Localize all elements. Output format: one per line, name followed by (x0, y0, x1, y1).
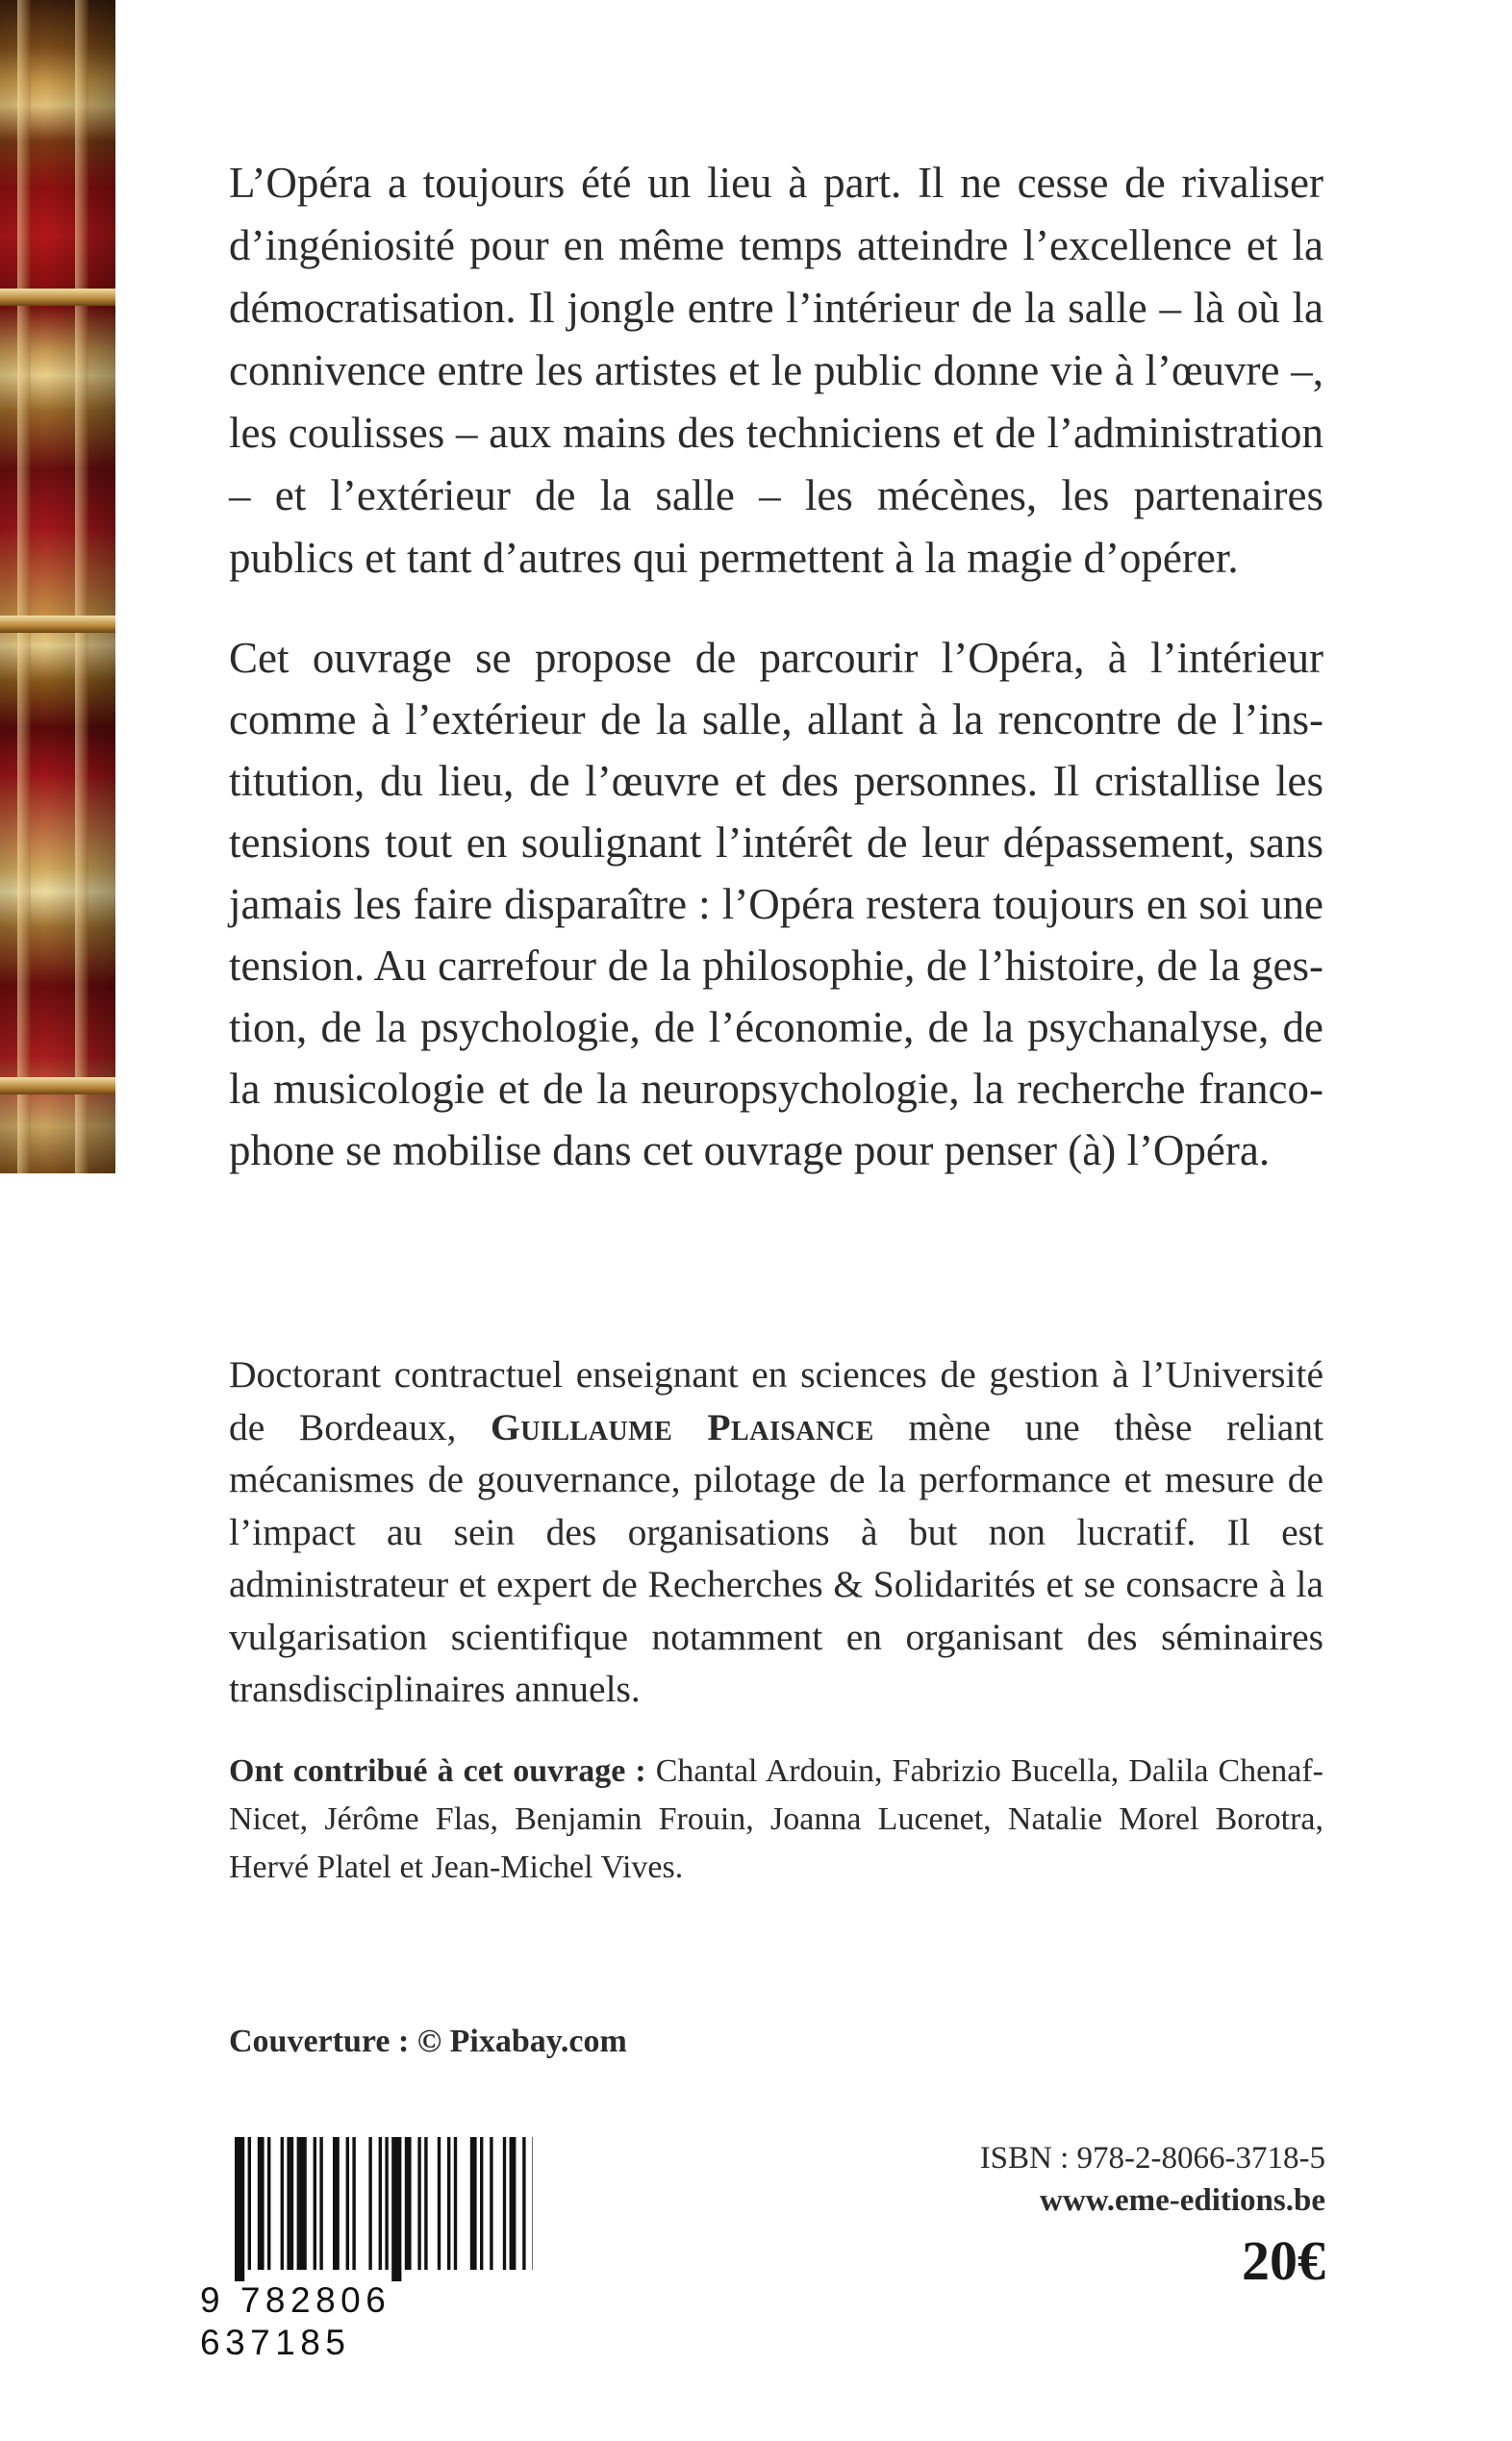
photo-column (75, 0, 88, 1173)
barcode-bars (200, 2137, 533, 2281)
barcode-bar (454, 2137, 457, 2270)
barcode-bar (297, 2137, 307, 2270)
barcode-bar (258, 2137, 265, 2270)
barcode-bar (438, 2137, 441, 2270)
balcony-rail (0, 616, 115, 633)
barcode-bar (417, 2137, 420, 2270)
barcode-bar (319, 2137, 322, 2270)
contributors-label: Ont contribué à cet ouvrage : (229, 1753, 646, 1789)
publisher-info (980, 2137, 1325, 2293)
barcode-bar (368, 2137, 371, 2270)
barcode-bar (480, 2137, 483, 2270)
price: 20€ (1242, 2229, 1325, 2292)
contributors-names: Chantal Ardouin, Fabrizio Bucella, Dalila Chenaf-Nicet, Jérôme Flas, Benjamin Frouin, Joanna Lucenet, Natalie Morel Borotra, Hervé Platel et Jean-Michel Vives. (229, 1753, 1323, 1885)
author-name: Guillaume Plaisance (491, 1405, 874, 1448)
barcode-bar (532, 2137, 533, 2270)
barcode-digits: 9 782806 637185 (200, 2280, 391, 2362)
barcode-bar (314, 2137, 316, 2270)
website-link[interactable]: www.eme-editions.be (1040, 2183, 1325, 2218)
author-bio-rest: mène une thèse reliant mécanismes de gouvernance, pilotage de la performance et mesure de l’impact au sein des organisations à but non lucratif. Il est administrateur et expert de Recherches & Solidarités et se consacre à la vulgarisation scientifique notamment en organisant des séminaires transdisciplinaires annuels. (229, 1405, 1323, 1710)
barcode-bar (267, 2137, 270, 2270)
cover-credit: Couverture : © Pixabay.com (229, 2024, 627, 2059)
barcode-bar (522, 2137, 525, 2270)
barcode-bar (352, 2137, 355, 2270)
barcode-bar (346, 2137, 349, 2270)
contributors (229, 1748, 1323, 1892)
balcony-rail (0, 1077, 115, 1095)
barcode-bar (424, 2137, 427, 2270)
barcode-bar (510, 2137, 517, 2270)
author-bio-intro: Doctorant contractuel enseignant en sciences de gestion à l’Université de Bordeaux, (229, 1353, 1323, 1448)
balcony-rail (0, 289, 115, 306)
isbn: ISBN : 978-2-8066-3718-5 (979, 2141, 1325, 2176)
barcode-bar (391, 2137, 401, 2281)
barcode-bar (385, 2137, 388, 2270)
photo-column (17, 0, 31, 1173)
barcode-bar (281, 2137, 284, 2270)
barcode-bar (235, 2137, 244, 2281)
summary-paragraph: Cet ouvrage se propose de parcourir l’Opéra, à l’intérieur comme à l’extérieur de la salle, allant à la rencontre de l’institution, du lieu, de l’œuvre et des personnes. Il cristallise les tensions tout en soulignant l’intérêt de leur dépassement, sans jamais les faire disparaître : l’Opéra restera toujours en soi une tension. Au carrefour de la philosophie, de l’histoire, de la gestion, de la psychologie, de l’économie, de la psychanalyse, de la musicologie et de la neuropsychologie, la recherche francophone se mobilise dans cet ouvrage pour penser (à) l’Opéra. (229, 634, 1323, 1174)
author-bio (229, 1348, 1323, 1716)
barcode-bar (248, 2137, 251, 2270)
barcode-bar (503, 2137, 506, 2270)
barcode-bar (470, 2137, 477, 2270)
barcode-bar (490, 2137, 492, 2270)
intro-paragraph: L’Opéra a toujours été un lieu à part. Il ne cesse de rivaliser d’ingéniosité pour en même temps atteindre l’excellence et la démocratisation. Il jongle entre l’intérieur de la salle – là où la connivence entre les artistes et le public donne vie à l’œuvre –, les coulisses – aux mains des techniciens et de l’administration – et l’extérieur de la salle – les mécènes, les partenaires publics et tant d’autres qui permettent à la magie d’opérer. (229, 159, 1323, 582)
barcode (200, 2137, 533, 2362)
barcode-bar (333, 2137, 340, 2270)
barcode-bar (447, 2137, 450, 2270)
barcode-bar (287, 2137, 293, 2270)
opera-house-photo (0, 0, 115, 1173)
barcode-bar (379, 2137, 382, 2270)
barcode-bar (405, 2137, 412, 2270)
